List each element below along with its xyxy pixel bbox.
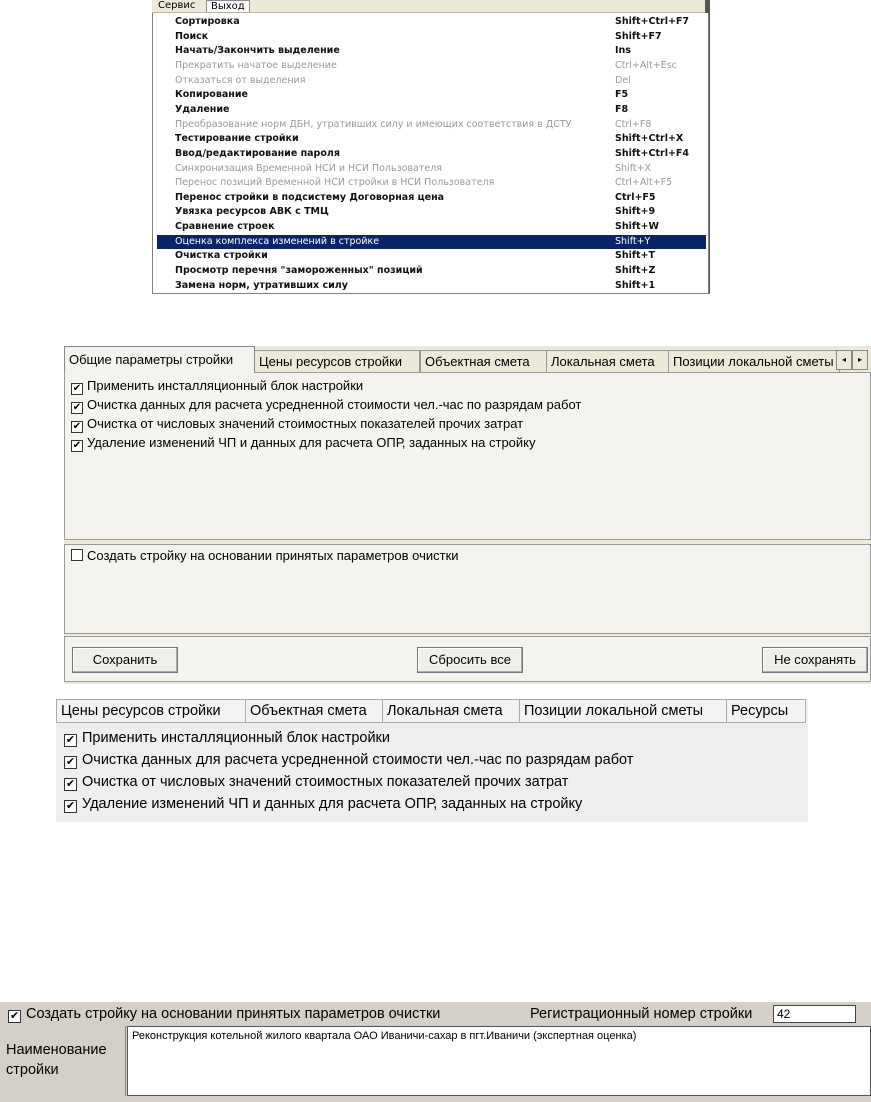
checkbox-box[interactable]: ✔ — [65, 756, 76, 768]
tab-object-estimate[interactable]: Объектная смета — [420, 350, 552, 372]
menu-item[interactable] — [157, 205, 706, 220]
menu-exit[interactable]: Выход — [206, 0, 250, 12]
checkbox-box[interactable]: ✔ — [65, 778, 76, 790]
menu-item-label: Просмотр перечня "замороженных" позиций — [175, 265, 423, 277]
menu-item[interactable] — [157, 176, 706, 191]
menu-item[interactable] — [157, 191, 706, 206]
create-build-form — [0, 1002, 871, 1102]
menu-item-shortcut: Del — [615, 74, 631, 86]
clean-build-dialog — [64, 346, 871, 684]
menu-item-label: Копирование — [175, 89, 248, 101]
menu-item[interactable] — [157, 118, 706, 133]
menu-item[interactable] — [157, 44, 706, 59]
checkbox-clear-avg-cost[interactable] — [71, 395, 581, 414]
menu-item-label: Прекратить начатое выделение — [175, 59, 337, 71]
menu-item-label: Отказаться от выделения — [175, 74, 306, 86]
menu-item-label: Поиск — [175, 30, 209, 42]
menu-item-shortcut: Shift+9 — [615, 206, 656, 218]
menu-item-shortcut: Shift+W — [615, 221, 659, 233]
menu-item-label: Тестирование стройки — [175, 133, 299, 145]
menu-item-shortcut: Shift+Ctrl+F4 — [615, 147, 690, 159]
checkbox-box[interactable] — [71, 549, 83, 561]
menu-item-shortcut: Ins — [615, 45, 631, 57]
menu-item-shortcut: Shift+F7 — [615, 30, 662, 42]
menu-item[interactable] — [157, 220, 706, 235]
checkbox-clear-avg-cost[interactable] — [64, 749, 633, 771]
tab-local-estimate-positions[interactable]: Позиции локальной сметы — [668, 350, 840, 372]
checkbox-clear-other-costs[interactable] — [71, 414, 523, 433]
menu-item-label: Очистка стройки — [175, 250, 268, 262]
reset-all-button[interactable]: Сбросить все — [417, 647, 523, 673]
menu-item-shortcut: Ctrl+Alt+F5 — [615, 177, 673, 189]
menu-item-shortcut: Ctrl+F5 — [615, 191, 656, 203]
menu-item-label: Оценка комплекса изменений в стройке — [175, 235, 380, 247]
menu-item[interactable] — [157, 147, 706, 162]
checkbox-box[interactable]: ✔ — [9, 1010, 20, 1022]
reg-number-input[interactable]: 42 — [773, 1005, 856, 1023]
tab-local-estimate[interactable]: Локальная смета — [546, 350, 674, 372]
menu-item[interactable] — [157, 279, 706, 294]
menu-item-shortcut: Shift+T — [615, 250, 655, 262]
checkbox-create-build[interactable] — [8, 1003, 440, 1025]
menu-item-shortcut: Shift+1 — [615, 279, 656, 291]
menu-item[interactable] — [157, 264, 706, 279]
menu-bar — [152, 0, 708, 13]
checkbox-box[interactable]: ✔ — [72, 383, 82, 394]
dont-save-button[interactable]: Не сохранять — [762, 647, 868, 673]
menu-item-label: Удаление — [175, 103, 230, 115]
checkbox-delete-chp-opr[interactable] — [64, 793, 582, 815]
checkbox-label: Применить инсталляционный блок настройки — [87, 378, 364, 393]
checkbox-label: Очистка от числовых значений стоимостных показателей прочих затрат — [87, 416, 524, 431]
service-dropdown-menu — [152, 13, 709, 294]
menu-item[interactable] — [157, 235, 706, 250]
menu-item-label: Увязка ресурсов АВК с ТМЦ — [175, 206, 329, 218]
menu-item[interactable] — [157, 103, 706, 118]
menu-item[interactable] — [157, 249, 706, 264]
menu-item[interactable] — [157, 132, 706, 147]
menu-item-label: Начать/Закончить выделение — [175, 45, 340, 57]
checkbox-create-build[interactable] — [71, 546, 459, 565]
menu-item[interactable] — [157, 162, 706, 177]
menu-item-label: Перенос позиций Временной НСИ стройки в НСИ Пользователя — [175, 177, 495, 189]
menu-item-shortcut: Ctrl+F8 — [615, 118, 652, 130]
menu-item-label: Перенос стройки в подсистему Договорная цена — [175, 191, 445, 203]
menu-item-shortcut: Shift+X — [615, 162, 652, 174]
menu-item-shortcut: Shift+Z — [615, 265, 656, 277]
menu-service[interactable]: Сервис — [158, 0, 196, 11]
checkbox-label: Создать стройку на основании принятых параметров очистки — [26, 1006, 441, 1022]
tab-scroll-right-button[interactable]: ▸ — [852, 350, 868, 370]
tab-object-estimate[interactable]: Объектная смета — [245, 699, 383, 723]
checkbox-box[interactable]: ✔ — [72, 402, 82, 413]
form-header-row — [0, 1002, 871, 1026]
menu-item-label: Синхронизация Временной НСИ и НСИ Пользователя — [175, 162, 443, 174]
options-panel-2 — [56, 723, 808, 822]
menu-item[interactable] — [157, 59, 706, 74]
checkbox-box[interactable]: ✔ — [65, 800, 76, 812]
save-button[interactable]: Сохранить — [72, 647, 178, 673]
build-name-label: Наименование стройки — [0, 1026, 126, 1096]
checkbox-box[interactable]: ✔ — [72, 421, 82, 432]
checkbox-label: Создать стройку на основании принятых параметров очистки — [87, 548, 459, 563]
tab-general-params[interactable]: Общие параметры стройки — [64, 346, 255, 373]
checkbox-label: Удаление изменений ЧП и данных для расчета ОПР, заданных на стройку — [87, 435, 536, 450]
menu-item[interactable] — [157, 15, 706, 30]
checkbox-box[interactable]: ✔ — [65, 734, 76, 746]
checkbox-label: Очистка данных для расчета усредненной стоимости чел.-час по разрядам работ — [82, 752, 634, 768]
tab-local-estimate[interactable]: Локальная смета — [382, 699, 520, 723]
menu-item[interactable] — [157, 74, 706, 89]
tab-strip-2 — [56, 699, 808, 722]
menu-item-label: Ввод/редактирование пароля — [175, 147, 340, 159]
checkbox-label: Очистка данных для расчета усредненной стоимости чел.-час по разрядам работ — [87, 397, 582, 412]
checkbox-delete-chp-opr[interactable] — [71, 433, 536, 452]
menu-item-shortcut: Shift+Y — [615, 235, 651, 247]
tab-resource-prices[interactable]: Цены ресурсов стройки — [56, 699, 246, 723]
menu-item-label: Преобразование норм ДБН, утративших силу и имеющих соответствия в ДСТУ — [175, 118, 572, 130]
create-build-panel — [64, 544, 871, 634]
checkbox-install-block[interactable] — [71, 376, 363, 395]
checkbox-label: Удаление изменений ЧП и данных для расчета ОПР, заданных на стройку — [82, 796, 583, 812]
tab-local-estimate-positions[interactable]: Позиции локальной сметы — [519, 699, 727, 723]
tab-resource-prices[interactable]: Цены ресурсов стройки — [254, 350, 420, 372]
menu-item-label: Замена норм, утративших силу — [175, 279, 348, 291]
build-name-textarea[interactable]: Реконструкция котельной жилого квартала ОАО Иваничи-сахар в пгт.Иваничи (экспертная оценка) — [127, 1026, 871, 1096]
menu-item[interactable] — [157, 88, 706, 103]
menu-item-label: Сортировка — [175, 16, 240, 27]
general-params-panel — [64, 372, 871, 540]
tab-resources[interactable]: Ресурсы — [726, 699, 806, 723]
checkbox-install-block[interactable] — [64, 727, 390, 749]
menu-item-shortcut: F5 — [615, 89, 629, 101]
checkbox-box[interactable]: ✔ — [72, 440, 82, 451]
button-row — [64, 636, 871, 682]
reg-number-label: Регистрационный номер стройки — [530, 1006, 753, 1022]
checkbox-label: Применить инсталляционный блок настройки — [82, 730, 391, 746]
tab-scroll-left-button[interactable]: ◂ — [836, 350, 852, 370]
menu-item-shortcut: Shift+Ctrl+F7 — [615, 16, 690, 27]
menu-item-shortcut: Shift+Ctrl+X — [615, 133, 684, 145]
menu-item-label: Сравнение строек — [175, 221, 275, 233]
menu-item-shortcut: F8 — [615, 103, 629, 115]
checkbox-clear-other-costs[interactable] — [64, 771, 568, 793]
checkbox-label: Очистка от числовых значений стоимостных показателей прочих затрат — [82, 774, 569, 790]
menu-item-shortcut: Ctrl+Alt+Esc — [615, 59, 677, 71]
menu-item[interactable] — [157, 30, 706, 45]
